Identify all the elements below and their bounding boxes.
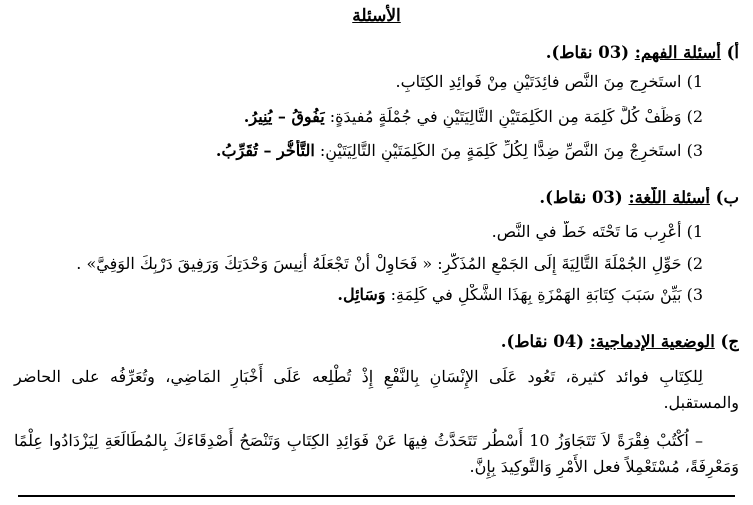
section-b-header xyxy=(14,187,739,209)
question-number: 1) xyxy=(686,72,703,91)
integration-intro-paragraph: لِلكِتَابِ فوائد كثيرة، تَعُود عَلَى الإِنْسَانِ بِالنَّفْعِ إِذْ تُطْلِعه عَلَى أَخْبَارِ المَاضِي، وتُعَرِّفُه على الحاضر والمستقبل. xyxy=(14,367,739,412)
section-a-label: أسئلة الفهم: xyxy=(634,43,721,62)
section-a-header xyxy=(14,42,739,64)
question-text: حَوِّلِ الجُمْلَةَ التَّالِيَةَ إِلَى الجَمْعِ المُذَكَّرِ: « فَحَاوِلْ أَنْ تَجْعَلَهُ أَنِيسَ وَحْدَتِكَ وَرَفِيقَ دَرْبِكَ الوَفِيَّ» . xyxy=(76,254,682,273)
question-a3 xyxy=(14,140,739,162)
bottom-divider xyxy=(18,495,735,497)
question-b2 xyxy=(14,253,739,275)
question-a2 xyxy=(14,106,739,128)
question-number: 1) xyxy=(686,222,703,241)
section-a-letter: أ) xyxy=(726,43,739,62)
section-b-letter: ب) xyxy=(715,188,739,207)
question-keywords: وَسَائِل. xyxy=(337,285,386,304)
section-c-points: (04 نقاط). xyxy=(500,332,585,351)
question-number: 3) xyxy=(686,285,703,304)
question-text: بَيِّنْ سَبَبَ كِتَابَةِ الهَمْزَةِ بِهَذَا الشَّكْلِ في كَلِمَةِ: xyxy=(385,285,682,304)
question-text: وَظِّفْ كُلَّ كَلِمَة مِن الكَلِمَتَيْنِ التَّالِيَتَيْنِ في جُمْلَةٍ مُفيدَةٍ: xyxy=(324,107,682,126)
section-b-label: أسئلة اللُّغة: xyxy=(628,188,710,207)
question-text: استَخرِج مِنَ النَّص فائِدَتَيْنِ مِنْ فَوائِدِ الكِتَابِ. xyxy=(395,72,682,91)
question-number: 2) xyxy=(686,254,703,273)
section-a-points: (03 نقاط). xyxy=(545,43,630,62)
integration-task-paragraph: – اُكْتُبْ فِقْرَةً لاَ تَتَجَاوَزُ 10 أَسْطُر تَتَحَدَّثُ فِيهَا عَنْ فَوَائِدِ الكِتَابِ وَتَنْصَحُ أَصْدِقَاءَكَ بِالمُطَالَعَةِ لِيَزْدَادُوا عِلْمًا وَمَعْرِفَةً، مُسْتَعْمِلاً فعل الأَمْرِ وَالتَّوكِيدَ بِإِنَّ. xyxy=(14,431,739,476)
section-c-header xyxy=(14,331,739,353)
question-keywords: التَّأَخُّر – تُقَرِّبُ. xyxy=(215,141,315,160)
question-number: 2) xyxy=(686,107,703,126)
question-keywords: يَفُوقُ – يُنِيرُ. xyxy=(243,107,325,126)
question-a1 xyxy=(14,71,739,93)
question-b3 xyxy=(14,284,739,306)
page-title: الأسئلة xyxy=(352,6,401,26)
question-b1 xyxy=(14,221,739,243)
question-text: أَعْرِب مَا تَحْتَه خَطٌّ في النَّص. xyxy=(491,222,682,241)
section-b-points: (03 نقاط). xyxy=(539,188,623,207)
question-number: 3) xyxy=(686,141,703,160)
section-c-label: الوضعية الإدماجية: xyxy=(589,332,715,351)
section-c-letter: ج) xyxy=(720,332,739,351)
question-text: استَخرِجْ مِنَ النَّصِّ ضِدًّا لِكُلِّ كَلِمَةٍ مِنَ الكَلِمَتَيْنِ التَّالِيَتَيْنِ: xyxy=(314,141,682,160)
